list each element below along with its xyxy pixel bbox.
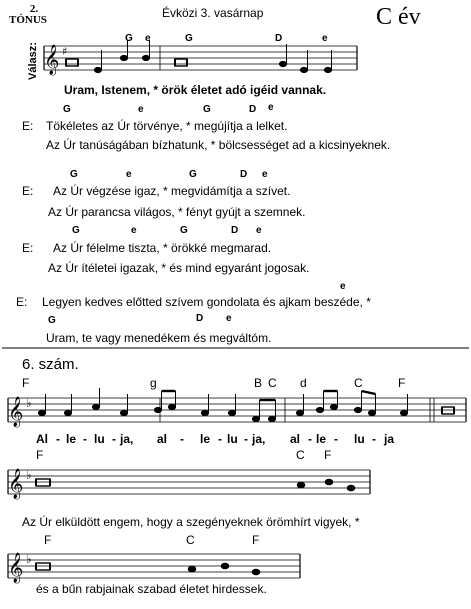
stanza-chord: e bbox=[138, 104, 144, 115]
svg-text:𝄞: 𝄞 bbox=[44, 45, 60, 75]
verse-chord: F bbox=[252, 533, 260, 547]
lyric-syllable: le bbox=[200, 432, 211, 446]
alleluia-chord: d bbox=[300, 376, 307, 390]
lyric-hyphen: - bbox=[56, 432, 60, 446]
verse-line: és a bűn rabjainak szabad életet hirdessek. bbox=[36, 582, 267, 596]
verse-chord: F bbox=[44, 533, 52, 547]
stanza-line: Az Úr félelme tiszta, * örökké megmarad. bbox=[53, 241, 272, 255]
verse-notes-1 bbox=[36, 479, 355, 491]
staff-chord: e bbox=[145, 33, 151, 44]
alleluia-chord: g bbox=[150, 376, 157, 390]
stanza-chord: e bbox=[226, 313, 232, 324]
stanza-line: Az Úr parancsa világos, * fényt gyújt a szemnek. bbox=[48, 205, 306, 219]
staff-chord: G bbox=[185, 33, 193, 44]
lyric-hyphen: - bbox=[112, 432, 116, 446]
lyric-syllable: lu bbox=[94, 432, 105, 446]
flat-icon: ♭ bbox=[26, 552, 32, 566]
stanza-chord: G bbox=[63, 104, 71, 115]
lyric-syllable: le bbox=[66, 432, 77, 446]
lyric-hyphen: - bbox=[244, 432, 248, 446]
lyric-hyphen: - bbox=[180, 432, 184, 446]
staff-chord: e bbox=[322, 33, 328, 44]
lyric-syllable: lu bbox=[354, 432, 365, 446]
psalm-staff bbox=[44, 46, 357, 70]
lyric-hyphen: - bbox=[83, 432, 87, 446]
lyric-syllable: ja, bbox=[120, 432, 134, 446]
lyric-syllable: ja, bbox=[252, 432, 266, 446]
lyric-syllable: al bbox=[290, 432, 301, 446]
lyric-hyphen: - bbox=[372, 432, 376, 446]
stanza-label: E: bbox=[16, 295, 28, 309]
verse-chord: F bbox=[324, 448, 332, 462]
sharp-icon: ♯ bbox=[62, 45, 68, 58]
section-title: 6. szám. bbox=[22, 356, 79, 373]
psalm-refrain: Uram, Istenem, * örök életet adó igéid vannak. bbox=[64, 83, 327, 97]
verse-staff-1 bbox=[8, 470, 370, 494]
verse-chord: F bbox=[36, 448, 44, 462]
stanza-label: E: bbox=[22, 241, 34, 255]
stanza-chord: D bbox=[249, 104, 257, 115]
stanza-chord: e bbox=[262, 169, 268, 180]
tonus-label: TÓNUS bbox=[9, 14, 47, 26]
stanza-chord: G bbox=[203, 104, 211, 115]
flat-icon: ♭ bbox=[26, 468, 32, 482]
stanza-chord: e bbox=[340, 281, 346, 292]
staff-chord: D bbox=[275, 33, 283, 44]
lyric-syllable: lu bbox=[227, 432, 238, 446]
alleluia-staff bbox=[8, 398, 466, 422]
lyric-syllable: Al bbox=[36, 432, 48, 446]
verse-notes-2 bbox=[36, 563, 260, 575]
lyric-syllable: al bbox=[157, 432, 168, 446]
alleluia-chord: F bbox=[22, 376, 30, 390]
page-title: Évközi 3. vasárnap bbox=[162, 6, 264, 20]
alleluia-chord: F bbox=[398, 376, 406, 390]
tonus-number: 2. bbox=[29, 3, 39, 15]
psalm-notes bbox=[66, 40, 332, 73]
stanza-line: Legyen kedves előtted szívem gondolata és ajkam beszéde, * bbox=[42, 295, 371, 309]
treble-clef-icon: 𝄞 bbox=[8, 397, 24, 427]
stanza-line: Az Úr ítéletei igazak, * és mind egyaránt jogosak. bbox=[48, 261, 310, 275]
alleluia-chord: C bbox=[354, 376, 363, 390]
alleluia-chord: C bbox=[268, 376, 277, 390]
stanza-chord: G bbox=[72, 225, 80, 236]
verse-line: Az Úr elküldött engem, hogy a szegényeknek örömhírt vigyek, * bbox=[22, 515, 360, 529]
stanza-line: Tökéletes az Úr törvénye, * megújítja a lelket. bbox=[46, 119, 288, 133]
stanza-chord: G bbox=[189, 169, 197, 180]
stanza-chord: G bbox=[48, 315, 56, 326]
lyric-hyphen: - bbox=[218, 432, 222, 446]
lyric-syllable: ja bbox=[384, 432, 395, 446]
alleluia-chord: B bbox=[254, 376, 263, 390]
stanza-chord: e bbox=[126, 169, 132, 180]
stanza-chord: D bbox=[240, 169, 248, 180]
stanza-chord: e bbox=[256, 225, 262, 236]
lyric-syllable: le bbox=[316, 432, 327, 446]
stanza-chord: D bbox=[196, 313, 204, 324]
stanza-chord: D bbox=[231, 225, 239, 236]
stanza-label: E: bbox=[22, 184, 34, 198]
alleluia-notes bbox=[38, 388, 454, 422]
verse-chord: C bbox=[296, 448, 305, 462]
stanza-chord: G bbox=[70, 169, 78, 180]
stanza-line: Az Úr végzése igaz, * megvidámítja a szívet. bbox=[53, 184, 291, 198]
valasz-label: Válasz: bbox=[27, 42, 39, 80]
treble-clef-icon bbox=[44, 44, 59, 76]
treble-clef-icon: 𝄞 bbox=[8, 469, 24, 499]
stanza-chord: e bbox=[131, 225, 137, 236]
verse-chord: C bbox=[186, 533, 195, 547]
stanza-label: E: bbox=[22, 119, 34, 133]
flat-icon: ♭ bbox=[26, 396, 32, 410]
stanza-line: Az Úr tanúságában bízhatunk, * bölcsességet ad a kicsinyeknek. bbox=[46, 138, 391, 152]
treble-clef-icon: 𝄞 bbox=[8, 553, 24, 583]
stanza-chord: G bbox=[180, 225, 188, 236]
staff-chord: G bbox=[125, 33, 133, 44]
lyric-hyphen: - bbox=[308, 432, 312, 446]
lyric-hyphen: - bbox=[334, 432, 338, 446]
stanza-chord: e bbox=[268, 102, 274, 113]
stanza-line: Uram, te vagy menedékem és megváltóm. bbox=[46, 331, 272, 345]
liturgical-year: C év bbox=[376, 4, 421, 30]
